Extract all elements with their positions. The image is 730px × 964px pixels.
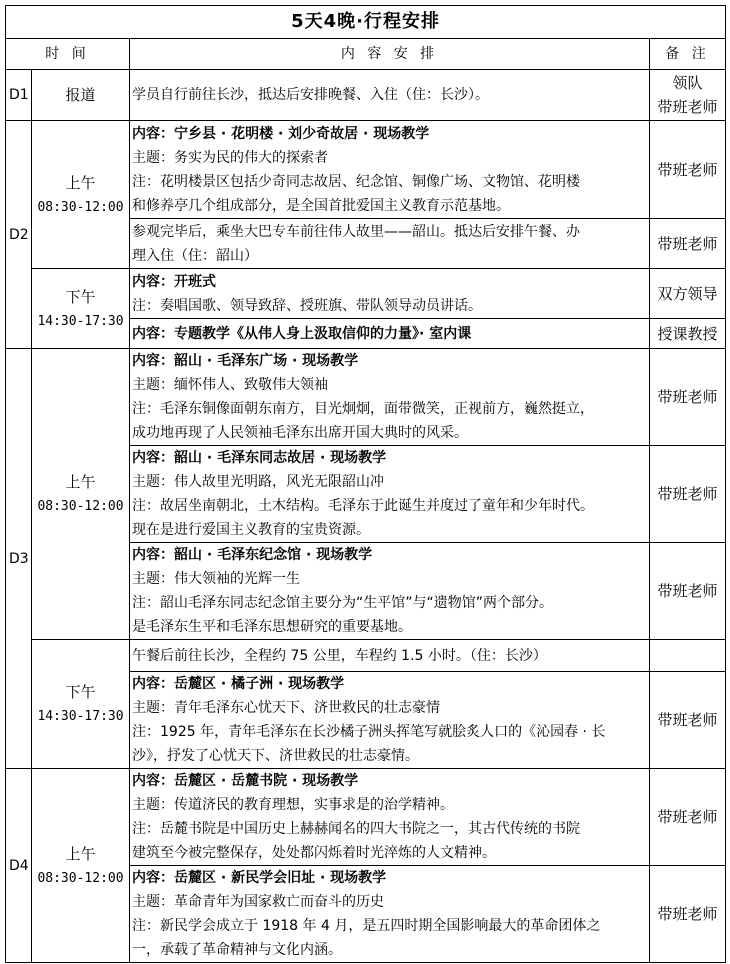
period-time: 08:30-12:00 bbox=[37, 499, 124, 514]
note-cell: 带班老师 bbox=[650, 219, 726, 269]
content-theme: 主题：革命青年为国家救亡而奋斗的历史 bbox=[132, 894, 384, 910]
content-note: 和修养亭几个组成部分，是全国首批爱国主义教育示范基地。 bbox=[132, 197, 510, 214]
content-note: 一，承载了革命精神与文化内涵。 bbox=[132, 942, 342, 958]
period-label: 上午 bbox=[65, 844, 96, 863]
period-time: 14:30-17:30 bbox=[37, 313, 124, 329]
note-cell: 带班老师 bbox=[650, 349, 726, 446]
schedule-content bbox=[130, 866, 650, 963]
content-note: 成功地再现了人民领袖毛泽东出席开国大典时的风采。 bbox=[132, 425, 468, 441]
header-content: 内 容 安 排 bbox=[130, 39, 650, 70]
note-cell: 双方领导 bbox=[650, 269, 726, 319]
content-title: 内容：岳麓区 · 橘子洲 · 现场教学 bbox=[132, 676, 345, 692]
schedule-content bbox=[130, 269, 650, 319]
table-row bbox=[6, 269, 726, 319]
schedule-content bbox=[130, 672, 650, 769]
period-cell bbox=[32, 769, 130, 963]
period-label: 下午 bbox=[65, 683, 96, 701]
table-row bbox=[6, 121, 726, 219]
content-line: 午餐后前往长沙，全程约 75 公里，车程约 1.5 小时。（住：长沙） bbox=[132, 647, 547, 664]
schedule-content bbox=[130, 70, 650, 121]
content-title: 内容：岳麓区 · 岳麓书院 · 现场教学 bbox=[132, 773, 359, 789]
note-cell: 带班老师 bbox=[650, 543, 726, 640]
table-row bbox=[6, 640, 726, 672]
period-label: 上午 bbox=[65, 173, 96, 192]
table-title: 5天4晚·行程安排 bbox=[6, 6, 726, 39]
content-title: 内容：岳麓区 · 新民学会旧址 · 现场教学 bbox=[132, 870, 387, 886]
note-cell bbox=[650, 640, 726, 672]
content-title: 内容：开班式 bbox=[132, 273, 216, 290]
schedule-content bbox=[130, 769, 650, 866]
schedule-content bbox=[130, 640, 650, 672]
header-time: 时 间 bbox=[6, 39, 130, 70]
period-cell bbox=[32, 121, 130, 269]
day-label: D3 bbox=[6, 349, 32, 769]
content-title: 内容：宁乡县 · 花明楼 · 刘少奇故居 · 现场教学 bbox=[132, 125, 430, 142]
period-label: 下午 bbox=[65, 287, 96, 306]
note-line: 带班老师 bbox=[657, 98, 718, 116]
content-note: 注：奏唱国歌、领导致辞、授班旗、带队领导动员讲话。 bbox=[132, 297, 482, 314]
table-row bbox=[6, 769, 726, 866]
content-theme: 主题：缅怀伟人、致敬伟大领袖 bbox=[132, 377, 328, 393]
content-note: 现在是进行爱国主义教育的宝贵资源。 bbox=[132, 522, 370, 538]
note-cell: 带班老师 bbox=[650, 446, 726, 543]
content-note: 注：毛泽东铜像面朝东南方，目光炯炯，面带微笑，正视前方，巍然挺立， bbox=[132, 401, 594, 417]
content-note: 注：1925 年，青年毛泽东在长沙橘子洲头挥笔写就脍炙人口的《沁园春 · 长 bbox=[132, 724, 606, 740]
note-cell: 带班老师 bbox=[650, 121, 726, 219]
schedule-content bbox=[130, 543, 650, 640]
content-title: 内容：韶山 · 毛泽东同志故居 · 现场教学 bbox=[132, 450, 387, 466]
note-cell: 带班老师 bbox=[650, 672, 726, 769]
content-line: 学员自行前往长沙，抵达后安排晚餐、入住（住：长沙）。 bbox=[132, 87, 489, 103]
period-label: 报道 bbox=[32, 70, 130, 121]
period-cell bbox=[32, 349, 130, 640]
schedule-content bbox=[130, 349, 650, 446]
note-cell: 带班老师 bbox=[650, 769, 726, 866]
note-cell: 授课教授 bbox=[650, 319, 726, 349]
day-label: D2 bbox=[6, 121, 32, 349]
content-theme: 主题：传道济民的教育理想，实事求是的治学精神。 bbox=[132, 797, 454, 813]
content-note: 注：花明楼景区包括少奇同志故居、纪念馆、铜像广场、文物馆、花明楼 bbox=[132, 173, 580, 190]
day-label: D4 bbox=[6, 769, 32, 963]
content-line: 参观完毕后，乘坐大巴专车前往伟人故里——韶山。抵达后安排午餐、办 bbox=[132, 223, 580, 240]
header-note: 备 注 bbox=[650, 39, 726, 70]
content-note: 注：故居坐南朝北，土木结构。毛泽东于此诞生并度过了童年和少年时代。 bbox=[132, 498, 594, 514]
content-note: 注：岳麓书院是中国历史上赫赫闻名的四大书院之一，其古代传统的书院 bbox=[132, 821, 580, 837]
schedule-content bbox=[130, 219, 650, 269]
content-title: 内容：专题教学《从伟人身上汲取信仰的力量》· 室内课 bbox=[132, 325, 472, 342]
period-time: 14:30-17:30 bbox=[37, 709, 124, 724]
table-row bbox=[6, 349, 726, 446]
period-label: 上午 bbox=[65, 473, 96, 491]
content-note: 建筑至今被完整保存，处处都闪烁着时光淬炼的人文精神。 bbox=[132, 845, 496, 861]
content-note: 注：韶山毛泽东同志纪念馆主要分为“生平馆”与“遗物馆”两个部分。 bbox=[132, 595, 554, 611]
period-cell bbox=[32, 269, 130, 349]
content-theme: 主题：伟大领袖的光辉一生 bbox=[132, 571, 300, 587]
note-line: 领队 bbox=[672, 74, 703, 92]
period-time: 08:30-12:00 bbox=[37, 199, 124, 215]
content-theme: 主题：青年毛泽东心忧天下、济世救民的壮志豪情 bbox=[132, 700, 440, 716]
content-note: 注：新民学会成立于 1918 年 4 月，是五四时期全国影响最大的革命团体之 bbox=[132, 918, 601, 934]
schedule-content bbox=[130, 446, 650, 543]
content-note: 是毛泽东生平和毛泽东思想研究的重要基地。 bbox=[132, 619, 412, 635]
table-row bbox=[6, 70, 726, 121]
content-theme: 主题：务实为民的伟大的探索者 bbox=[132, 149, 328, 166]
itinerary-table bbox=[5, 5, 726, 963]
period-time: 08:30-12:00 bbox=[37, 870, 124, 886]
content-title: 内容：韶山 · 毛泽东纪念馆 · 现场教学 bbox=[132, 547, 373, 563]
content-note: 沙》，抒发了心忧天下、济世救民的壮志豪情。 bbox=[132, 748, 419, 764]
schedule-content bbox=[130, 121, 650, 219]
day-label: D1 bbox=[6, 70, 32, 121]
content-line: 理入住（住：韶山） bbox=[132, 247, 258, 264]
note-cell bbox=[650, 70, 726, 121]
schedule-content bbox=[130, 319, 650, 349]
period-cell bbox=[32, 640, 130, 769]
content-title: 内容：韶山 · 毛泽东广场 · 现场教学 bbox=[132, 353, 359, 369]
content-theme: 主题：伟人故里光明路，风光无限韶山冲 bbox=[132, 474, 384, 490]
note-cell: 带班老师 bbox=[650, 866, 726, 963]
